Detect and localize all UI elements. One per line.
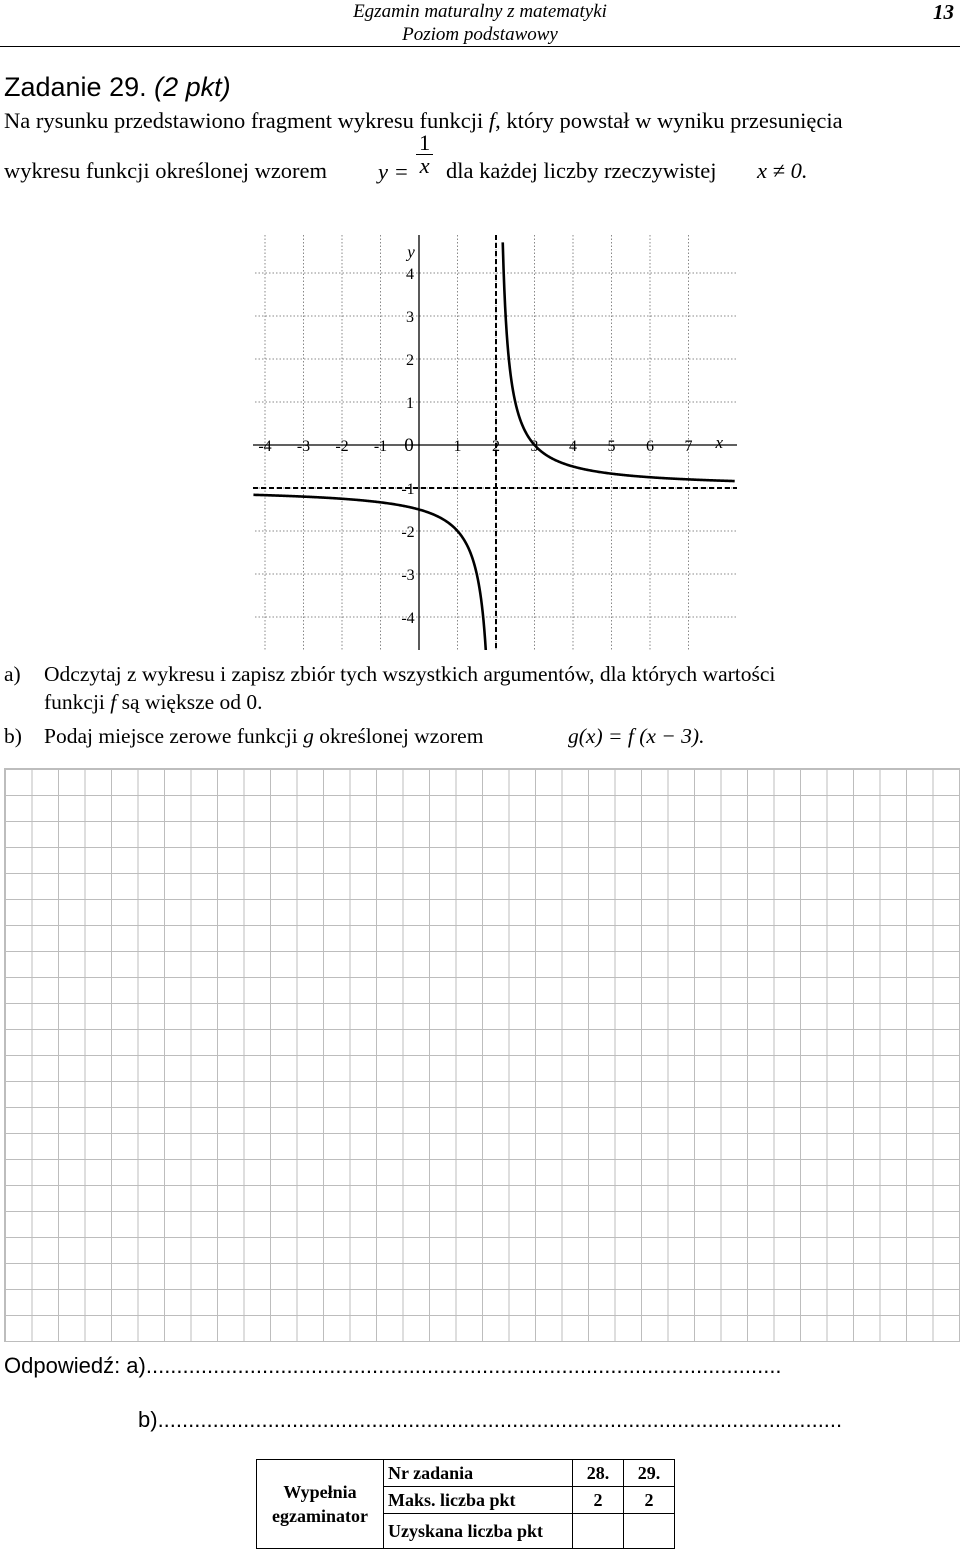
row-task-number-label: Nr zadania [384, 1460, 573, 1487]
task-28-max-points: 2 [573, 1487, 624, 1514]
examiner-table-wrapper [256, 1459, 675, 1549]
y-tick-label: -2 [401, 524, 415, 541]
row-max-points-label: Maks. liczba pkt [384, 1487, 573, 1514]
exam-level: Poziom podstawowy [402, 24, 558, 45]
qb-text-b: określonej wzorem [313, 724, 484, 748]
condition-text: x ≠ 0. [757, 158, 808, 183]
answer-a-line[interactable]: ........................................................................................................ [145, 1353, 782, 1378]
y-tick-label: -1 [401, 481, 415, 498]
y-tick-label: 3 [406, 309, 414, 326]
answer-b-label: b) [138, 1407, 158, 1432]
answer-a-label: Odpowiedź: a) [4, 1353, 146, 1378]
question-b-label: b) [4, 724, 22, 748]
task-28-number: 28. [573, 1460, 624, 1487]
formula-denominator: x [419, 153, 430, 178]
x-tick-label: 6 [646, 438, 654, 455]
y-tick-label: 1 [406, 395, 414, 412]
examiner-label: Wypełnia egzaminator [257, 1460, 384, 1549]
intro-text-2: wykresu funkcji określonej wzorem [4, 158, 328, 183]
x-tick-label: 2 [492, 438, 500, 455]
intro-text-3: dla każdej liczby rzeczywistej [446, 158, 717, 183]
qa-text-b: są większe od 0. [116, 690, 263, 714]
qa-text: funkcji [44, 690, 111, 714]
y-tick-label: -3 [401, 567, 415, 584]
formula-numerator: 1 [416, 132, 433, 155]
qb-g: g [303, 724, 314, 748]
y-tick-label: 2 [406, 352, 414, 369]
condition-x-not-zero [757, 157, 807, 185]
x-axis-label: x [715, 433, 724, 452]
task-28-obtained-points[interactable] [573, 1514, 624, 1549]
answer-b[interactable] [138, 1407, 958, 1433]
x-tick-label: -1 [373, 438, 388, 455]
question-a-text-1: Odczytaj z wykresu i zapisz zbiór tych wszystkich argumentów, dla których wartości [44, 662, 776, 686]
x-tick-label: 3 [530, 438, 539, 455]
examiner-table [256, 1459, 675, 1549]
y-tick-label: 4 [406, 266, 414, 283]
question-a-text-2 [44, 688, 263, 716]
task-intro-line2 [4, 157, 327, 185]
formula-lhs: y = [378, 159, 409, 184]
row-obtained-points-label: Uzyskana liczba pkt [384, 1514, 573, 1549]
page-header [0, 0, 960, 47]
x-tick-label: -3 [296, 438, 311, 455]
qb-text: Podaj miejsce zerowe funkcji [44, 724, 304, 748]
x-tick-label: 7 [684, 438, 693, 455]
intro-text: Na rysunku przedstawiono fragment wykresu funkcji [4, 108, 489, 133]
task-points: (2 pkt) [154, 72, 231, 102]
task-number: Zadanie 29. [4, 72, 147, 102]
x-tick-label: 5 [607, 438, 616, 455]
working-grid[interactable] [4, 768, 960, 1342]
question-a-label: a) [4, 662, 21, 686]
question-b-text [44, 722, 483, 750]
x-tick-label: 1 [453, 438, 462, 455]
formula-fraction [416, 132, 433, 177]
task-29-number: 29. [624, 1460, 675, 1487]
task-title [4, 72, 231, 103]
x-tick-label: -2 [335, 438, 349, 455]
x-tick-label: 4 [569, 438, 577, 455]
intro-text-cont: , który powstał w wyniku przesunięcia [495, 108, 843, 133]
function-graph [0, 205, 960, 650]
exam-name: Egzamin maturalny z matematyki [353, 1, 607, 22]
answer-a[interactable] [4, 1353, 960, 1379]
graph-left-branch [253, 495, 485, 650]
task-intro-line2b [446, 157, 716, 185]
x-tick-label: 0 [404, 435, 414, 456]
task-29-obtained-points[interactable] [624, 1514, 675, 1549]
y-axis-label: y [407, 242, 415, 262]
question-b-formula: g(x) = f (x − 3). [568, 724, 705, 748]
task-29-max-points: 2 [624, 1487, 675, 1514]
qa-f: f [110, 690, 117, 714]
x-tick-label: -4 [258, 438, 272, 455]
page-number: 13 [933, 0, 954, 24]
exam-header-title [340, 0, 620, 46]
y-tick-label: -4 [401, 610, 415, 627]
intro-function-f: f [488, 108, 496, 133]
answer-b-line[interactable]: ................................................................................................................ [157, 1407, 843, 1432]
